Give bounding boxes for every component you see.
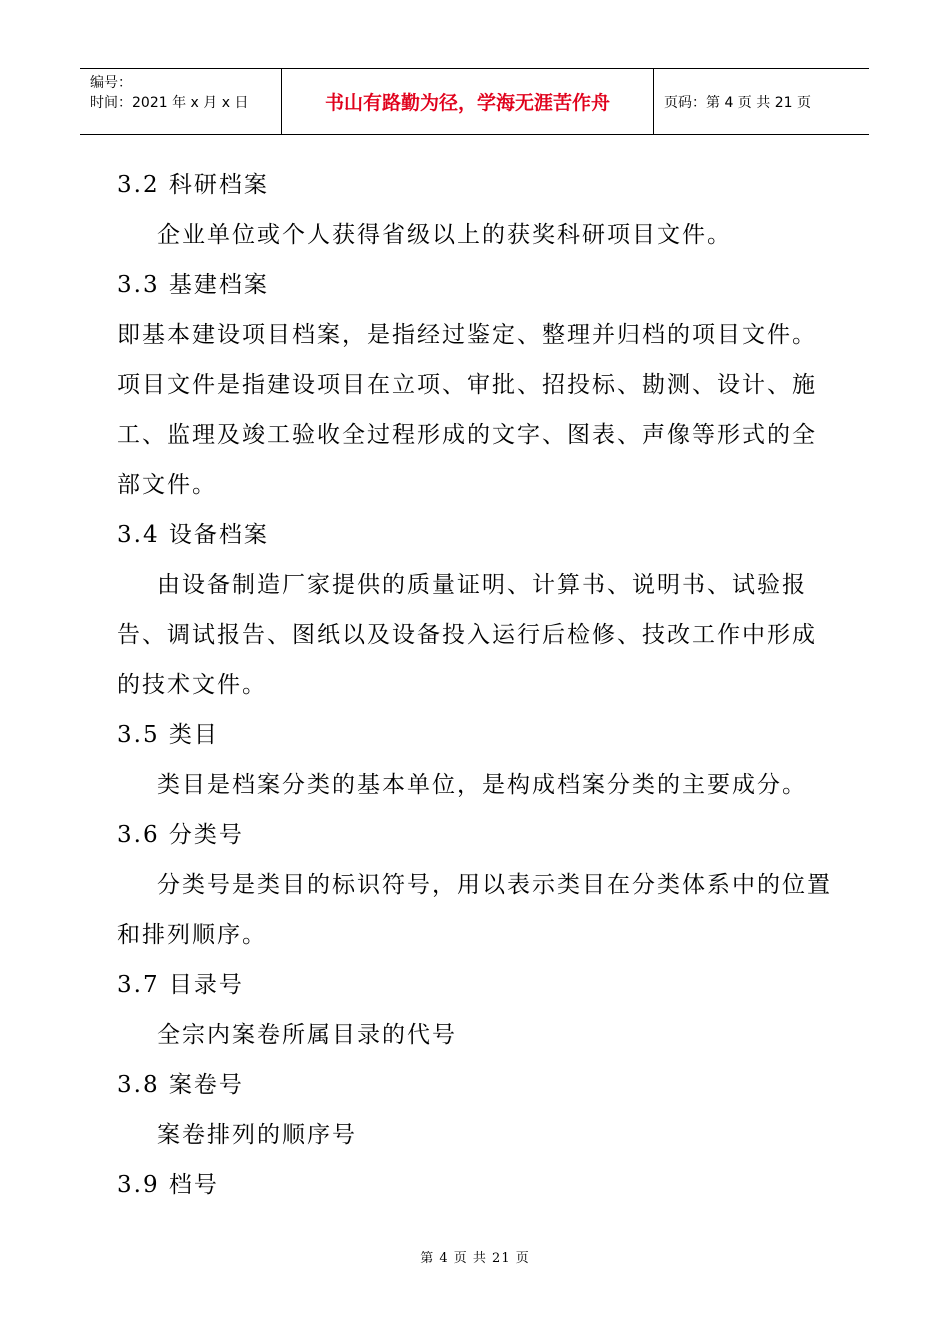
header-meta [80,69,282,134]
document-time-label: 时间：2021 年 x 月 x 日 [90,95,249,111]
section-heading: 3.9 档号 [117,1172,219,1198]
header-motto: 书山有路勤为径，学海无涯苦作舟 [282,69,654,134]
page-footer: 第 4 页 共 21 页 [420,1251,530,1266]
section-heading: 3.8 案卷号 [117,1072,244,1098]
section-paragraph: 全宗内案卷所属目录的代号 [157,1022,457,1048]
section-paragraph: 分类号是类目的标识符号，用以表示类目在分类体系中的位置和排列顺序。 [117,872,832,948]
section-heading: 3.3 基建档案 [117,272,269,298]
section-heading: 3.5 类目 [117,722,219,748]
section-paragraph: 类目是档案分类的基本单位，是构成档案分类的主要成分。 [157,772,807,798]
document-body [117,160,837,1210]
section-paragraph: 企业单位或个人获得省级以上的获奖科研项目文件。 [157,222,732,248]
section-heading: 3.4 设备档案 [117,522,269,548]
section-paragraph: 由设备制造厂家提供的质量证明、计算书、说明书、试验报告、调试报告、图纸以及设备投入运行后检修、技改工作中形成的技术文件。 [117,572,817,698]
page-header [80,68,869,135]
section-paragraph: 即基本建设项目档案，是指经过鉴定、整理并归档的项目文件。项目文件是指建设项目在立项、审批、招投标、勘测、设计、施工、监理及竣工验收全过程形成的文字、图表、声像等形式的全部文件。 [117,322,817,498]
section-heading: 3.7 目录号 [117,972,244,998]
section-heading: 3.6 分类号 [117,822,244,848]
header-page-info: 页码：第 4 页 共 21 页 [664,94,811,111]
document-number-label: 编号： [90,75,132,91]
section-heading: 3.2 科研档案 [117,172,269,198]
section-paragraph: 案卷排列的顺序号 [157,1122,357,1148]
